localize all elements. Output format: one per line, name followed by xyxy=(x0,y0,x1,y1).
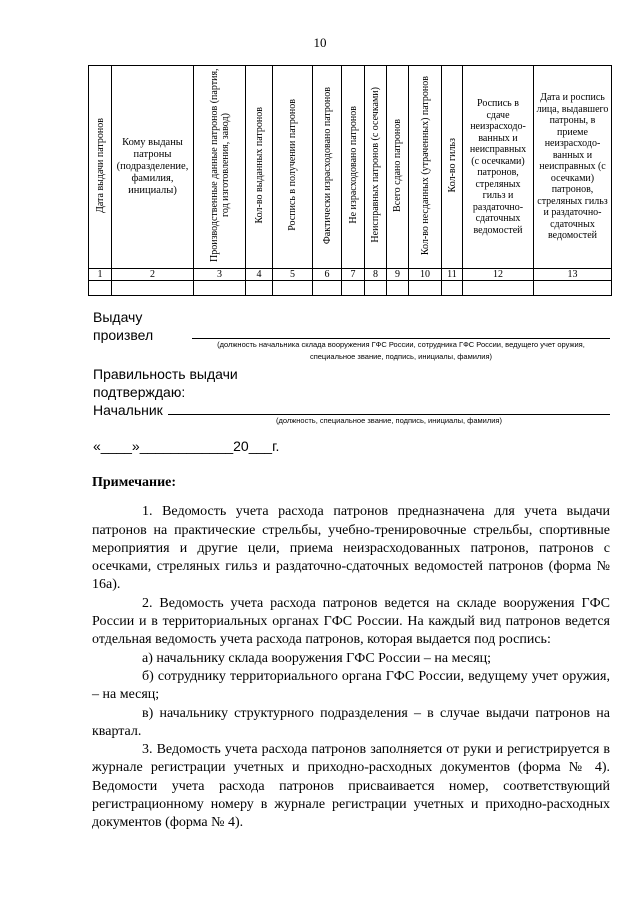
table-header-row xyxy=(89,66,612,269)
header-recipient: Кому выданы патроны (подразделение, фамилия, инициалы) xyxy=(116,137,189,196)
page-number: 10 xyxy=(313,35,327,50)
header-receipt-signature: Роспись в получении патронов xyxy=(287,99,298,232)
header-cell xyxy=(112,66,194,269)
header-cell xyxy=(342,66,365,269)
empty-cell[interactable] xyxy=(194,281,246,296)
column-number: 8 xyxy=(365,269,387,281)
header-not-returned: Кол-во несданных (утраченных) патронов xyxy=(419,75,431,255)
header-cell xyxy=(246,66,273,269)
column-number: 4 xyxy=(246,269,273,281)
column-number: 11 xyxy=(442,269,463,281)
header-issued-count: Кол-во выданных патронов xyxy=(253,107,265,224)
header-cell xyxy=(387,66,409,269)
empty-cell[interactable] xyxy=(112,281,194,296)
column-number: 7 xyxy=(342,269,365,281)
note-paragraph-1: 1. Ведомость учета расхода патронов предназначена для учета выдачи патронов на практические стрельбы, учебно-тренировочные стрельбы, спортивные мероприятия и другие цели, приема неизрасходованных патронов, патронов с осечками, стреляных гильз и раздаточно-сдаточных ведомостей патронов (форма № 16а). xyxy=(92,504,610,593)
column-number: 12 xyxy=(463,269,534,281)
note-paragraph-3: 3. Ведомость учета расхода патронов заполняется от руки и регистрируется в журнале регистрации учетных и приходно-расходных документов (форма № 4). Ведомости учета расхода патронов присваивается номер, соответствующий регистрационному номеру в журнале регистрации учетных и приходно-расходных документов (форма № 4). xyxy=(92,742,610,831)
empty-cell[interactable] xyxy=(463,281,534,296)
column-number: 1 xyxy=(89,269,112,281)
column-number: 9 xyxy=(387,269,409,281)
header-date-issue: Дата выдачи патронов xyxy=(94,117,106,213)
header-acceptance-signature: Дата и роспись лица, выдавшего патроны, в приеме неизрасходо-ванных и неисправных (с осечками) патронов, стреляных гильз и раздаточно-сдаточных ведомостей xyxy=(536,92,609,242)
column-number-row xyxy=(89,269,612,281)
header-cell xyxy=(463,66,534,269)
notes-section xyxy=(92,474,610,833)
table-row xyxy=(89,281,612,296)
empty-cell[interactable] xyxy=(342,281,365,296)
issued-by-label-1: Выдачу xyxy=(93,309,143,325)
header-total-returned: Всего сдано патронов xyxy=(392,118,403,212)
empty-cell[interactable] xyxy=(365,281,387,296)
empty-cell[interactable] xyxy=(387,281,409,296)
header-cell xyxy=(534,66,612,269)
header-faulty: Неисправных патронов (с осечками) xyxy=(370,87,381,244)
empty-cell[interactable] xyxy=(89,281,112,296)
confirm-caption: (должность, специальное звание, подпись, инициалы, фамилия) xyxy=(276,416,502,425)
header-production-data: Производственные данные патронов (партия, год изготовления, завод) xyxy=(208,68,231,263)
empty-cell[interactable] xyxy=(442,281,463,296)
cartridge-ledger-table xyxy=(88,65,612,296)
column-number: 2 xyxy=(112,269,194,281)
column-number: 6 xyxy=(313,269,342,281)
column-number: 3 xyxy=(194,269,246,281)
issued-by-caption-line1: (должность начальника склада вооружения ГФС России, сотрудника ГФС России, ведущего учет оружия, xyxy=(217,340,585,349)
header-cell xyxy=(194,66,246,269)
header-cell xyxy=(409,66,442,269)
empty-cell[interactable] xyxy=(409,281,442,296)
header-cell xyxy=(89,66,112,269)
empty-cell[interactable] xyxy=(313,281,342,296)
issued-by-caption xyxy=(192,339,610,363)
confirm-label-2: подтверждаю: xyxy=(93,384,186,400)
header-cell xyxy=(313,66,342,269)
empty-cell[interactable] xyxy=(246,281,273,296)
header-return-signature: Роспись в сдаче неизрасходо-ванных и неисправных (с осечками) патронов, стреляных гильз и раздаточно-сдаточных ведомостей xyxy=(469,98,527,236)
confirm-label-1: Правильность выдачи xyxy=(93,366,238,382)
column-number: 5 xyxy=(273,269,313,281)
column-number: 13 xyxy=(534,269,612,281)
column-number: 10 xyxy=(409,269,442,281)
empty-cell[interactable] xyxy=(273,281,313,296)
note-item-c: в) начальнику структурного подразделения – в случае выдачи патронов на квартал. xyxy=(92,705,610,739)
empty-cell[interactable] xyxy=(534,281,612,296)
header-not-used: Не израсходовано патронов xyxy=(347,106,359,225)
date-field[interactable]: «____»____________20___г. xyxy=(93,438,280,454)
header-cell xyxy=(365,66,387,269)
note-item-b: б) сотруднику территориального органа ГФС России, ведущему учет оружия, – на месяц; xyxy=(92,668,610,703)
header-cases-count: Кол-во гильз xyxy=(446,138,458,193)
header-actually-used: Фактически израсходовано патронов xyxy=(321,86,333,244)
header-cell xyxy=(442,66,463,269)
note-paragraph-2: 2. Ведомость учета расхода патронов ведется на складе вооружения ГФС России и в территориальных органах ГФС России. На каждый вид патронов ведется отдельная ведомость учета расхода патронов, которая выдается под роспись: xyxy=(92,595,610,648)
header-cell xyxy=(273,66,313,269)
note-item-a: а) начальнику склада вооружения ГФС России – на месяц; xyxy=(142,650,492,666)
issued-by-caption-line2: специальное звание, подпись, инициалы, фамилия) xyxy=(309,352,493,361)
notes-title: Примечание: xyxy=(92,475,177,490)
confirm-label-3: Начальник xyxy=(93,402,163,418)
issued-by-label-2: произвел xyxy=(93,327,154,343)
